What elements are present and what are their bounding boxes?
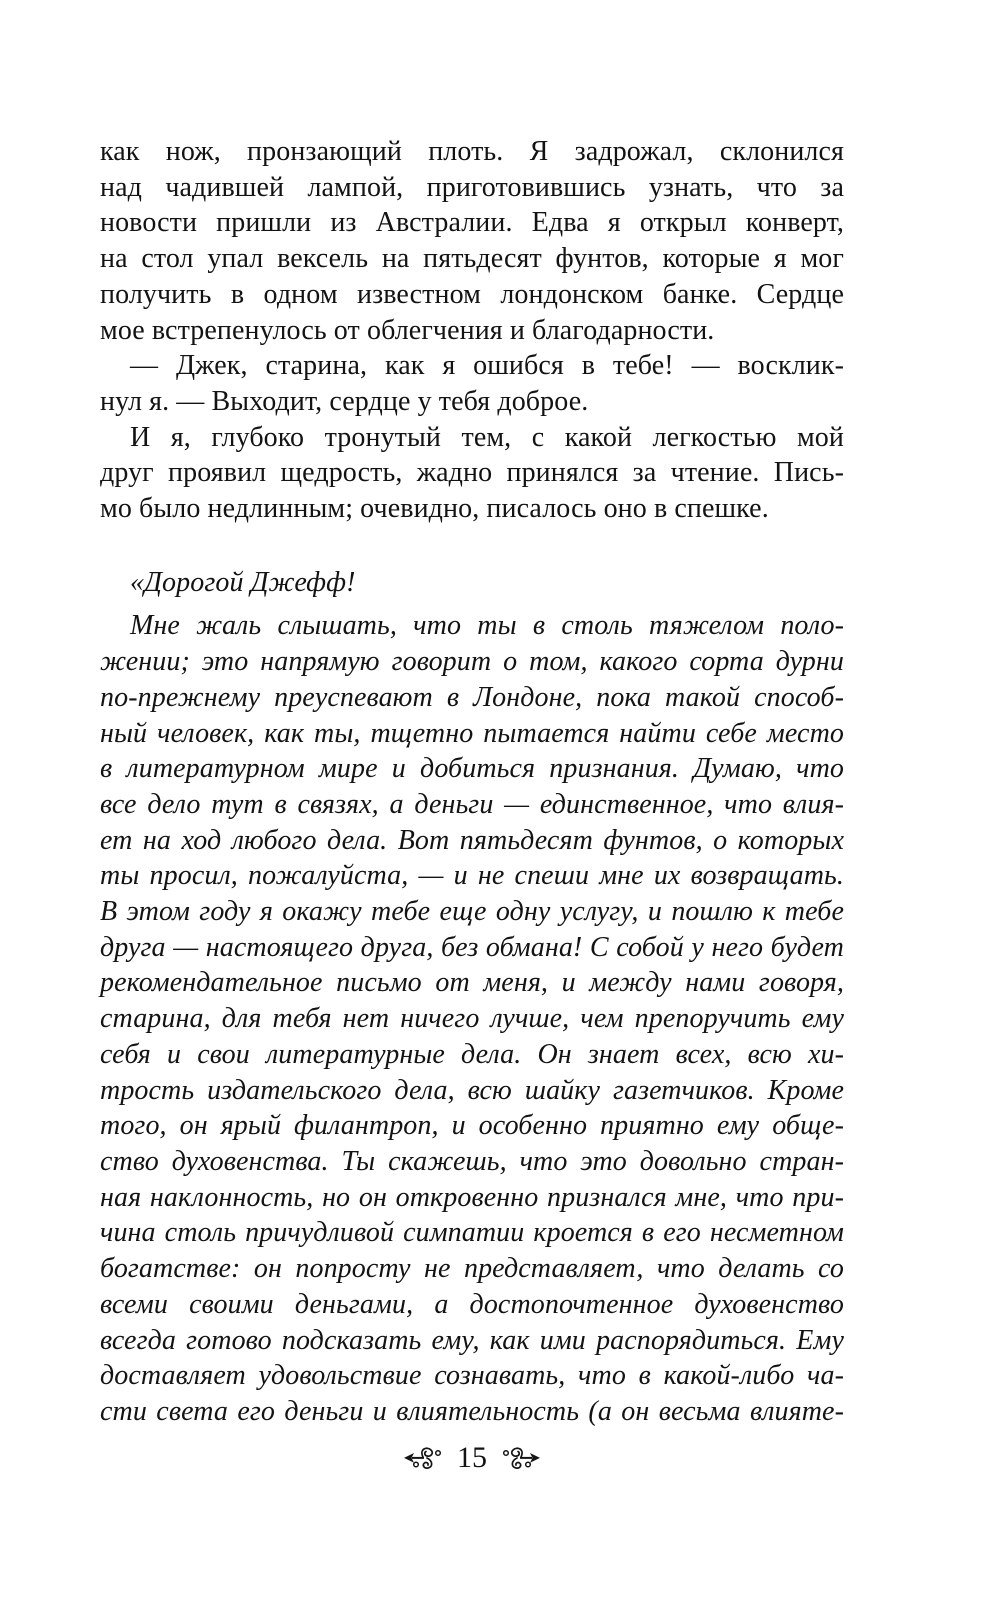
text-line: новости пришли из Австралии. Едва я открыл конверт,: [100, 207, 844, 239]
text-line: над чадившей лампой, приготовившись узнать, что за: [100, 171, 844, 203]
text-line: ный человек, как ты, тщетно пытается найти себе место: [100, 717, 844, 749]
text-line: трость издательского дела, всю шайку газетчиков. Кроме: [100, 1074, 844, 1106]
paragraph-narration-2: [100, 420, 844, 527]
paragraph-dialogue: [100, 348, 844, 419]
text-line: В этом году я окажу тебе еще одну услугу, и пошлю к тебе: [100, 896, 844, 928]
text-line: рекомендательное письмо от меня, и между нами говоря,: [100, 967, 844, 999]
text-line: жении; это напрямую говорит о том, какого сорта дурни: [100, 646, 844, 678]
text-line: как нож, пронзающий плоть. Я задрожал, склонился: [100, 136, 844, 167]
text-line: получить в одном известном лондонском банке. Сердце: [100, 278, 844, 310]
page-number: 15: [457, 1441, 487, 1474]
fleuron-left-icon: [402, 1445, 444, 1471]
text-line: на стол упал вексель на пятьдесят фунтов, которые я мог: [100, 243, 844, 275]
text-line: ты просил, пожалуйста, — и не спеши мне их возвращать.: [100, 860, 844, 892]
text-line: ная наклонность, но он откровенно признался мне, что при-: [100, 1181, 844, 1213]
text-line: ет на ход любого дела. Вот пятьдесят фунтов, о которых: [100, 824, 844, 856]
text-line: старина, для тебя нет ничего лучше, чем препоручить ему: [100, 1003, 844, 1035]
text-line: сти света его деньги и влиятельность (а он весьма влияте-: [100, 1395, 844, 1427]
page-footer: [0, 1440, 944, 1476]
text-line: друг проявил щедрость, жадно принялся за чтение. Пись-: [100, 457, 844, 489]
paragraph-narration-1: [100, 134, 844, 348]
text-line: себя и свои литературные дела. Он знает всех, всю хи-: [100, 1038, 844, 1070]
text-line: всеми своими деньгами, а достопочтенное духовенство: [100, 1288, 844, 1320]
text-line: чина столь причудливой симпатии кроется в его несметном: [100, 1217, 844, 1249]
text-line: друга — настоящего друга, без обмана! С собой у него будет: [100, 931, 844, 963]
text-line: по-прежнему преуспевают в Лондоне, пока такой способ-: [100, 681, 844, 713]
text-line: богатстве: он попросту не представляет, что делать со: [100, 1253, 844, 1285]
text-line: всегда готово подсказать ему, как ими распорядиться. Ему: [100, 1324, 844, 1356]
text-line: того, он ярый филантроп, и особенно приятно ему обще-: [100, 1110, 844, 1142]
text-line: — Джек, старина, как я ошибся в тебе! — восклик-: [130, 350, 844, 382]
text-line: И я, глубоко тронутый тем, с какой легкостью мой: [130, 421, 844, 453]
letter-salutation: [100, 565, 844, 601]
text-line: ство духовенства. Ты скажешь, что это довольно стран-: [100, 1145, 844, 1177]
letter-body: [100, 608, 844, 1429]
text-line: все дело тут в связях, а деньги — единственное, что влия-: [100, 788, 844, 820]
text-line: в литературном мире и добиться признания. Думаю, что: [100, 753, 844, 785]
text-line: Мне жаль слышать, что ты в столь тяжелом поло-: [130, 610, 844, 642]
text-line: мо было недлинным; очевидно, писалось оно в спешке.: [100, 493, 769, 525]
text-line: «Дорогой Джефф!: [130, 566, 356, 598]
text-line: нул я. — Выходит, сердце у тебя доброе.: [100, 385, 589, 417]
page-text: [100, 134, 844, 1430]
text-line: доставляет удовольствие сознавать, что в какой-либо ча-: [100, 1360, 844, 1392]
fleuron-right-icon: [500, 1445, 542, 1471]
text-line: мое встрепенулось от облегчения и благодарности.: [100, 314, 715, 346]
